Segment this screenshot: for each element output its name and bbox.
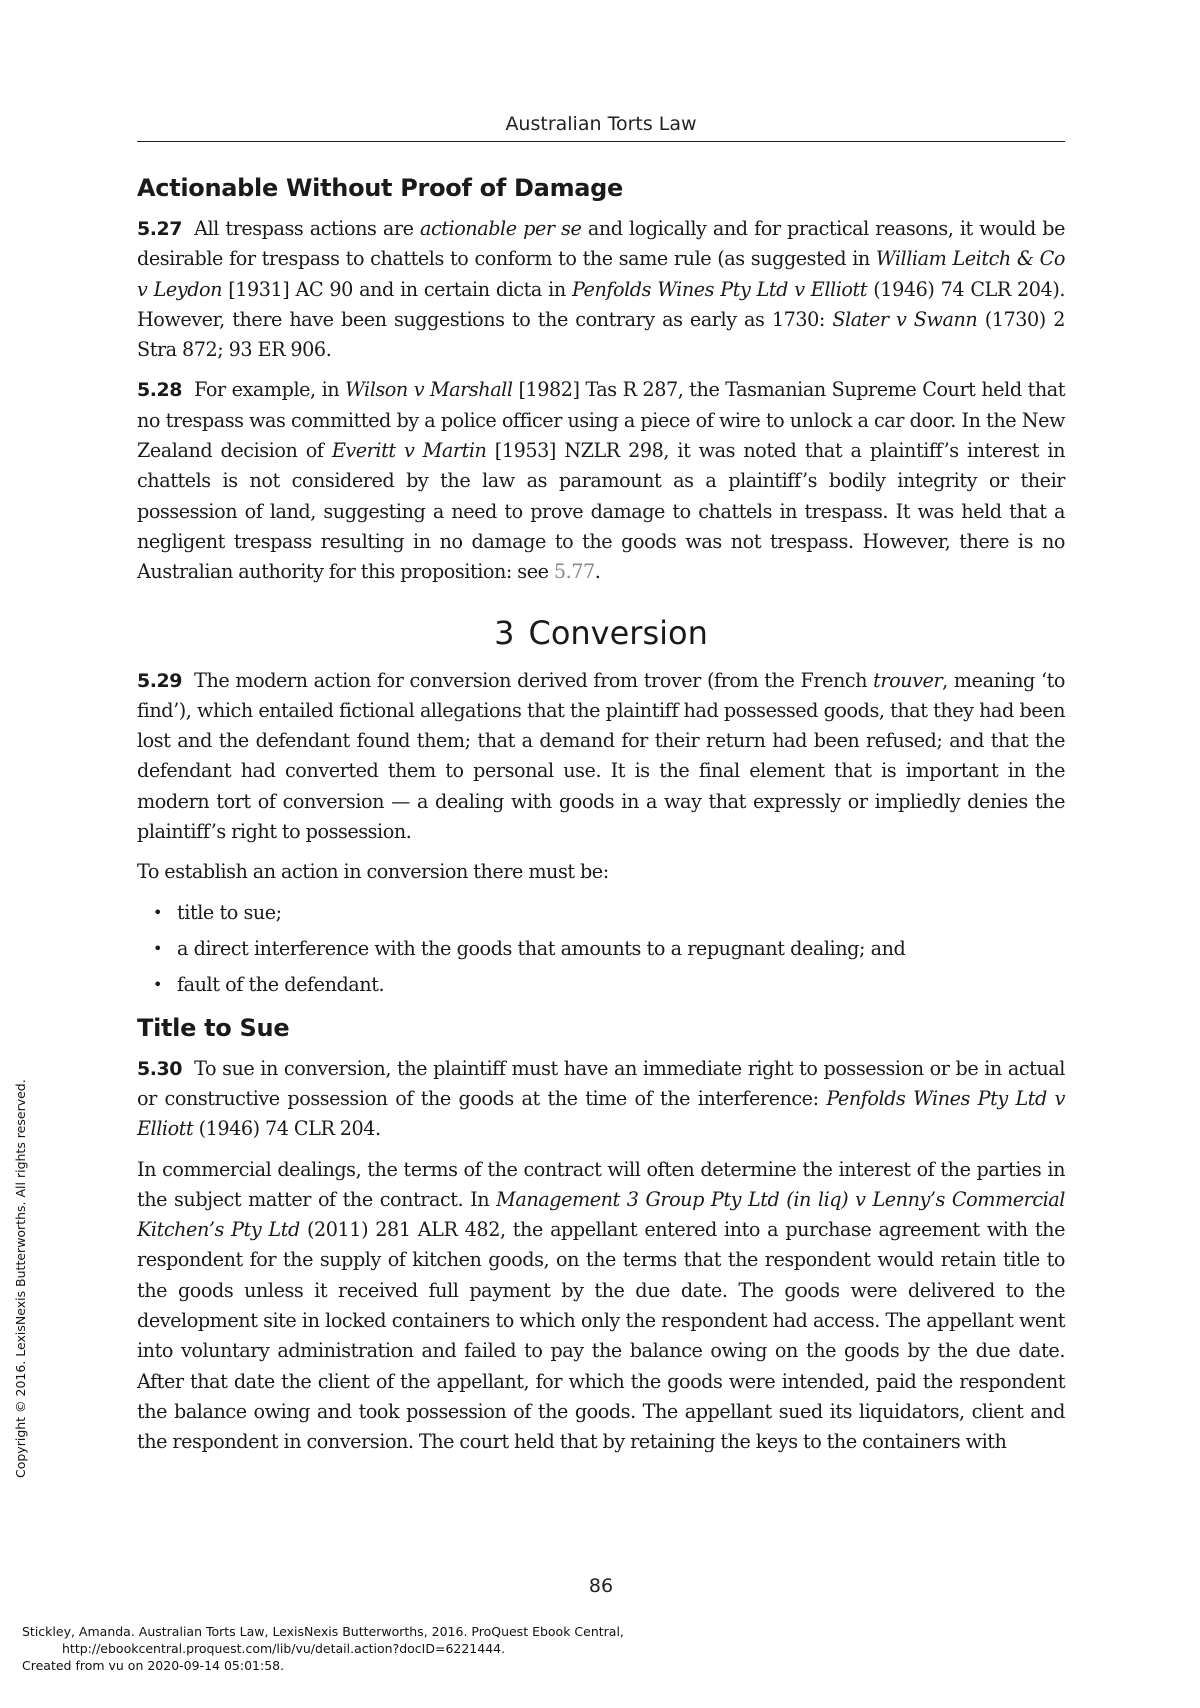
text-run: .: [594, 560, 601, 584]
list-item-text: fault of the defendant.: [177, 972, 385, 996]
text-run: [1931] AC 90 and in certain dicta in: [222, 277, 572, 301]
paragraph-5-27: [137, 214, 1065, 365]
italic-run: actionable per se: [419, 217, 582, 240]
paragraph-number: 5.29: [137, 669, 183, 692]
running-head: Australian Torts Law: [505, 113, 697, 135]
section-heading-title-to-sue: Title to Sue: [137, 1013, 290, 1042]
footer-line-url[interactable]: http://ebookcentral.proquest.com/lib/vu/detail.action?docID=6221444.: [62, 1641, 506, 1656]
text-run: and logically and for practical reasons, it would be desirable for trespass to chattels to conform to the same rule (as suggested in: [137, 217, 1065, 271]
paragraph-5-30: [137, 1054, 1065, 1145]
paragraph-number: 5.30: [137, 1057, 183, 1080]
case-citation: Penfolds Wines Pty Ltd v Elliott: [137, 1086, 1065, 1141]
paragraph-5-30-continued: [137, 1155, 1065, 1458]
list-item: [137, 970, 1065, 1000]
text-run: To sue in conversion, the plaintiff must have an immediate right to possession or be in actual or constructive possession of the goods at the time of the interference:: [137, 1056, 1065, 1110]
case-citation: Everitt v Martin: [331, 439, 487, 463]
text-run: (1730) 2 Stra 872; 93 ER 906.: [137, 307, 1065, 362]
bullet-icon: •: [153, 938, 162, 958]
case-citation: Slater v Swann: [832, 307, 978, 331]
footer-line-created: Created from vu on 2020-09-14 05:01:58.: [22, 1658, 285, 1673]
elements-list: [137, 898, 1065, 1000]
bullet-icon: •: [153, 974, 162, 994]
chapter-number: 3: [494, 613, 515, 652]
citation-footer: [22, 1623, 624, 1674]
paragraph-5-29: [137, 666, 1065, 848]
bullet-icon: •: [153, 902, 162, 922]
page-content: [137, 174, 1065, 1468]
paragraph-5-28: [137, 375, 1065, 587]
case-citation: Management 3 Group Pty Ltd (in liq) v Lenny’s Commercial Kitchen’s Pty Ltd: [137, 1187, 1065, 1242]
text-run: (1946) 74 CLR 204). However, there have been suggestions to the contrary as early as 1730:: [137, 277, 1066, 331]
section-heading-actionable: Actionable Without Proof of Damage: [137, 174, 624, 202]
text-run: , meaning ‘to find’), which entailed fictional allegations that the plaintiff had possessed goods, that they had been lost and the defendant found them; that a demand for their return had been refused; and that the defendant had converted them to personal use. It is the final element that is important in the modern tort of conversion — a dealing with goods in a way that expressly or impliedly denies the plaintiff’s right to possession.: [137, 668, 1065, 844]
header-rule: [137, 141, 1065, 142]
list-item-text: a direct interference with the goods that amounts to a repugnant dealing; and: [177, 936, 906, 960]
side-copyright-notice: Copyright © 2016. LexisNexis Butterworths. All rights reserved.: [13, 1079, 28, 1478]
text-run: [1982] Tas R 287, the Tasmanian Supreme Court held that no trespass was committed by a police officer using a piece of wire to unlock a car door. In the New Zealand decision of: [137, 378, 1065, 463]
italic-run: trouver: [873, 668, 943, 692]
page-number: 86: [588, 1575, 614, 1597]
text-run: In commercial dealings, the terms of the contract will often determine the interest of the parties in the subject matter of the contract. In: [137, 1157, 1065, 1211]
text-run: [1953] NZLR 298, it was noted that a plaintiff’s interest in chattels is not considered by the law as paramount as a plaintiff’s bodily integrity or their possession of land, suggesting a need to prove damage to chattels in trespass. It was held that a negligent trespass resulting in no damage to the goods was not trespass. However, there is no Australian authority for this proposition: see: [137, 439, 1065, 584]
paragraph-number: 5.28: [137, 379, 183, 402]
text-run: All trespass actions are: [194, 217, 420, 240]
chapter-title: Conversion: [528, 613, 708, 652]
list-item-text: title to sue;: [177, 900, 282, 924]
text-run: For example, in: [194, 378, 346, 402]
list-item: [137, 898, 1065, 928]
text-run: (1946) 74 CLR 204.: [193, 1117, 381, 1141]
footer-line-citation: Stickley, Amanda. Australian Torts Law, LexisNexis Butterworths, 2016. ProQuest Ebook Central,: [22, 1624, 624, 1639]
chapter-heading-conversion: [137, 614, 1065, 652]
case-citation: Penfolds Wines Pty Ltd v Elliott: [571, 277, 868, 301]
text-run: (2011) 281 ALR 482, the appellant entered into a purchase agreement with the respondent for the supply of kitchen goods, on the terms that the respondent would retain title to the goods unless it received full payment by the due date. The goods were delivered to the development site in locked containers to which only the respondent had access. The appellant went into voluntary administration and failed to pay the balance owing on the goods by the due date. After that date the client of the appellant, for which the goods were intended, paid the respondent the balance owing and took possession of the goods. The appellant sued its liquidators, client and the respondent in conversion. The court held that by retaining the keys to the containers with: [137, 1218, 1065, 1454]
text-run: The modern action for conversion derived from trover (from the French: [194, 668, 874, 692]
case-citation: Wilson v Marshall: [345, 378, 513, 402]
case-citation: William Leitch & Co v Leydon: [137, 247, 1065, 301]
paragraph-5-29-continued: To establish an action in conversion there must be:: [137, 860, 609, 884]
list-item: [137, 934, 1065, 964]
paragraph-number: 5.27: [137, 218, 183, 240]
cross-reference-link[interactable]: 5.77: [553, 560, 595, 584]
